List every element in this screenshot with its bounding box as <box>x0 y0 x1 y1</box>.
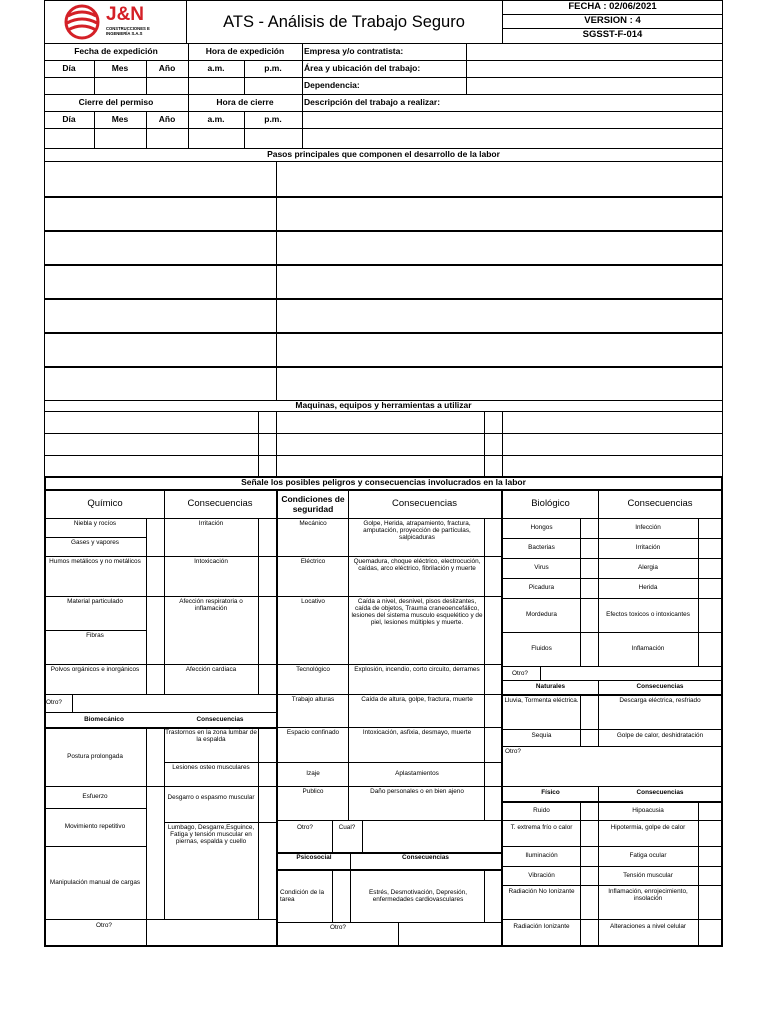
description-label: Descripción del trabajo a realizar: <box>304 96 441 107</box>
safety-cons-6: Intoxicación, asfixia, desmayo, muerte <box>362 729 472 736</box>
company-label: Empresa y/o contratista: <box>304 45 404 56</box>
safety-cons-3: Caída a nivel, desnivel, pisos deslizantes, caída de objetos, Trauma craneoencefálico, lesiones del sistema musculo esquelético y de piel, lesiones múltiples y muerte. <box>351 598 483 627</box>
biological-header: Biológico <box>531 498 570 510</box>
form-date: FECHA : 02/06/2021 <box>568 0 657 12</box>
chem-other: Otro? <box>46 699 62 707</box>
physical-cons-2: Hipotermia, golpe de calor <box>610 824 686 831</box>
area-label: Área y ubicación del trabajo: <box>304 62 421 73</box>
psycho-cons-1: Estrés, Desmotivación, Depresión, enfermedades cardiovasculares <box>368 888 468 903</box>
bio-agent-cons-4: Herida <box>638 584 658 592</box>
safety-row-3: Locativo <box>301 598 325 605</box>
physical-row-4: Vibración <box>528 871 555 879</box>
safety-row-5: Trabajo alturas <box>291 696 335 703</box>
safety-header: Condiciones de seguridad <box>281 494 345 514</box>
closing-year-label: Año <box>158 113 176 124</box>
safety-row-8: Publico <box>302 788 324 795</box>
tools-title: Maquinas, equipos y herramientas a utilizar <box>295 399 472 410</box>
closing-label: Cierre del permiso <box>78 96 154 107</box>
natural-other: Otro? <box>505 748 521 755</box>
bio-agent-4: Picadura <box>528 584 555 592</box>
bio-agent-cons-2: Irritación <box>635 544 661 552</box>
chemical-consequences-header: Consecuencias <box>187 498 253 510</box>
safety-row-7: Izaje <box>306 770 320 778</box>
chem-row-5: Fibras <box>86 632 104 639</box>
company-logo <box>62 3 182 41</box>
safety-row-1: Mecánico <box>299 520 327 527</box>
bio-cons-3: Desgarro o espasmo muscular <box>167 794 255 801</box>
safety-cons-5: Caída de altura, golpe, fractura, muerte <box>361 696 473 703</box>
safety-row-2: Eléctrico <box>300 558 326 565</box>
physical-cons-4: Tensión muscular <box>623 871 673 879</box>
physical-cons-3: Fatiga ocular <box>629 852 667 860</box>
safety-consequences-header: Consecuencias <box>392 498 457 510</box>
chemical-header: Químico <box>87 498 123 510</box>
natural-row-2: Sequia <box>531 732 552 739</box>
closing-day-label: Día <box>62 113 76 124</box>
safety-cons-4: Explosión, incendio, corto circuito, derrames <box>354 666 480 673</box>
bio-agent-3: Virus <box>534 564 549 572</box>
day-label: Día <box>62 62 76 73</box>
form-code: SGSST-F-014 <box>582 28 643 40</box>
form-title: ATS - Análisis de Trabajo Seguro <box>223 12 465 31</box>
physical-row-2: T. extrema frío o calor <box>510 824 573 831</box>
bio-agent-cons-3: Alergia <box>638 564 658 572</box>
chem-row-3: Humos metálicos y no metálicos <box>49 558 141 565</box>
physical-cons-5: Inflamación, enrojecimiento, insolación <box>608 888 688 903</box>
psycho-row-1: Condición de la tarea <box>280 888 325 903</box>
steps-block <box>44 148 723 401</box>
bio-cons-2: Lesiones osteo musculares <box>172 764 250 771</box>
physical-cons-6: Alteraciones a nivel celular <box>609 923 687 930</box>
closing-am-label: a.m. <box>207 113 225 124</box>
chem-cons-4: Afección cardiaca <box>185 666 237 673</box>
bio-agent-other: Otro? <box>512 669 528 677</box>
chem-cons-1: Irritación <box>198 520 224 527</box>
chem-cons-3: Afección respiratoria o inflamación <box>179 598 243 613</box>
closing-month-label: Mes <box>111 113 129 124</box>
physical-row-6: Radiación Ionizante <box>513 923 570 930</box>
physical-row-1: Ruido <box>533 807 550 814</box>
biological-consequences-header: Consecuencias <box>627 498 693 510</box>
expedition-time-label: Hora de expedición <box>205 45 285 56</box>
bio-agent-6: Fluidos <box>531 645 552 653</box>
psychosocial-header: Psicosocial <box>296 854 332 862</box>
physical-row-5: Radiación No Ionizante <box>508 888 575 895</box>
chem-row-6: Polvos orgánicos e inorgánicos <box>50 666 140 673</box>
physical-cons-1: Hipoacusia <box>632 807 664 814</box>
physical-consequences-header: Consecuencias <box>636 789 684 797</box>
bio-row-3: Movimiento repetitivo <box>64 823 126 831</box>
bio-row-2: Esfuerzo <box>82 793 108 801</box>
safety-cons-8: Daño personales o en bien ajeno <box>370 788 464 795</box>
safety-row-6: Espacio confinado <box>286 729 340 736</box>
bio-cons-4: Lumbago, Desgarre,Esguince, Fatiga y tensión muscular en piernas, espalda y cuello <box>167 824 255 846</box>
natural-cons-2: Golpe de calor, deshidratación <box>616 732 704 739</box>
biomechanical-consequences-header: Consecuencias <box>196 715 244 723</box>
logo-emblem-icon <box>62 3 102 41</box>
dependency-label: Dependencia: <box>304 79 360 90</box>
year-label: Año <box>158 62 176 73</box>
pm-label: p.m. <box>264 62 282 73</box>
safety-cons-7: Aplastamientos <box>395 770 439 778</box>
am-label: a.m. <box>207 62 225 73</box>
psycho-other: Otro? <box>330 924 346 932</box>
natural-header: Naturales <box>535 682 566 690</box>
bio-agent-cons-5: Efectos toxicos o intoxicantes <box>606 611 690 619</box>
biomechanical-header: Biomecánico <box>84 715 124 723</box>
hazards-title: Señale los posibles peligros y consecuencias involucrados en la labor <box>241 476 526 487</box>
logo-text: J&N <box>106 4 145 25</box>
bio-other: Otro? <box>96 922 112 930</box>
safety-cons-1: Golpe, Herida, atrapamiento, fractura, amputación, proyección de partículas, salpicaduras <box>363 520 471 542</box>
expedition-date-label: Fecha de expedición <box>74 45 158 56</box>
month-label: Mes <box>111 62 129 73</box>
psychosocial-consequences-header: Consecuencias <box>402 854 449 862</box>
physical-row-3: Iluminación <box>525 852 558 860</box>
bio-agent-2: Bacterias <box>528 544 555 552</box>
chem-row-4: Material particulado <box>67 598 123 605</box>
logo-subtext: CONSTRUCCIONES E INGENIERÍA S.A.S <box>106 26 150 36</box>
chem-row-1: Niebla y rocíos <box>73 520 117 527</box>
safety-which: Cual? <box>338 824 356 831</box>
chem-row-2: Gases y vapores <box>71 539 119 546</box>
closing-time-label: Hora de cierre <box>216 96 274 107</box>
bio-agent-cons-6: Inflamación <box>631 645 665 653</box>
natural-consequences-header: Consecuencias <box>636 682 684 690</box>
bio-agent-5: Mordedura <box>526 611 557 619</box>
bio-row-4: Manipulación manual de cargas <box>49 878 141 886</box>
steps-title: Pasos principales que componen el desarrollo de la labor <box>267 148 500 159</box>
natural-cons-1: Descarga eléctrica, resfriado <box>619 697 701 704</box>
safety-other: Otro? <box>297 824 313 831</box>
safety-row-4: Tecnológico <box>296 666 330 673</box>
closing-pm-label: p.m. <box>264 113 282 124</box>
chem-cons-2: Intoxicación <box>194 558 228 565</box>
safety-cons-2: Quemadura, choque eléctrico, electrocución, caídas, arco eléctrico, fibrilación y muerte <box>353 558 481 573</box>
bio-row-1: Postura prolongada <box>67 752 123 760</box>
physical-header: Físico <box>541 789 560 797</box>
natural-row-1: Lluvia, Tormenta eléctrica. <box>504 697 579 704</box>
bio-agent-1: Hongos <box>530 524 553 532</box>
bio-agent-cons-1: Infección <box>635 524 661 532</box>
form-version: VERSION : 4 <box>584 14 641 26</box>
bio-cons-1: Trastornos en la zona lumbar de la espalda <box>165 729 257 744</box>
